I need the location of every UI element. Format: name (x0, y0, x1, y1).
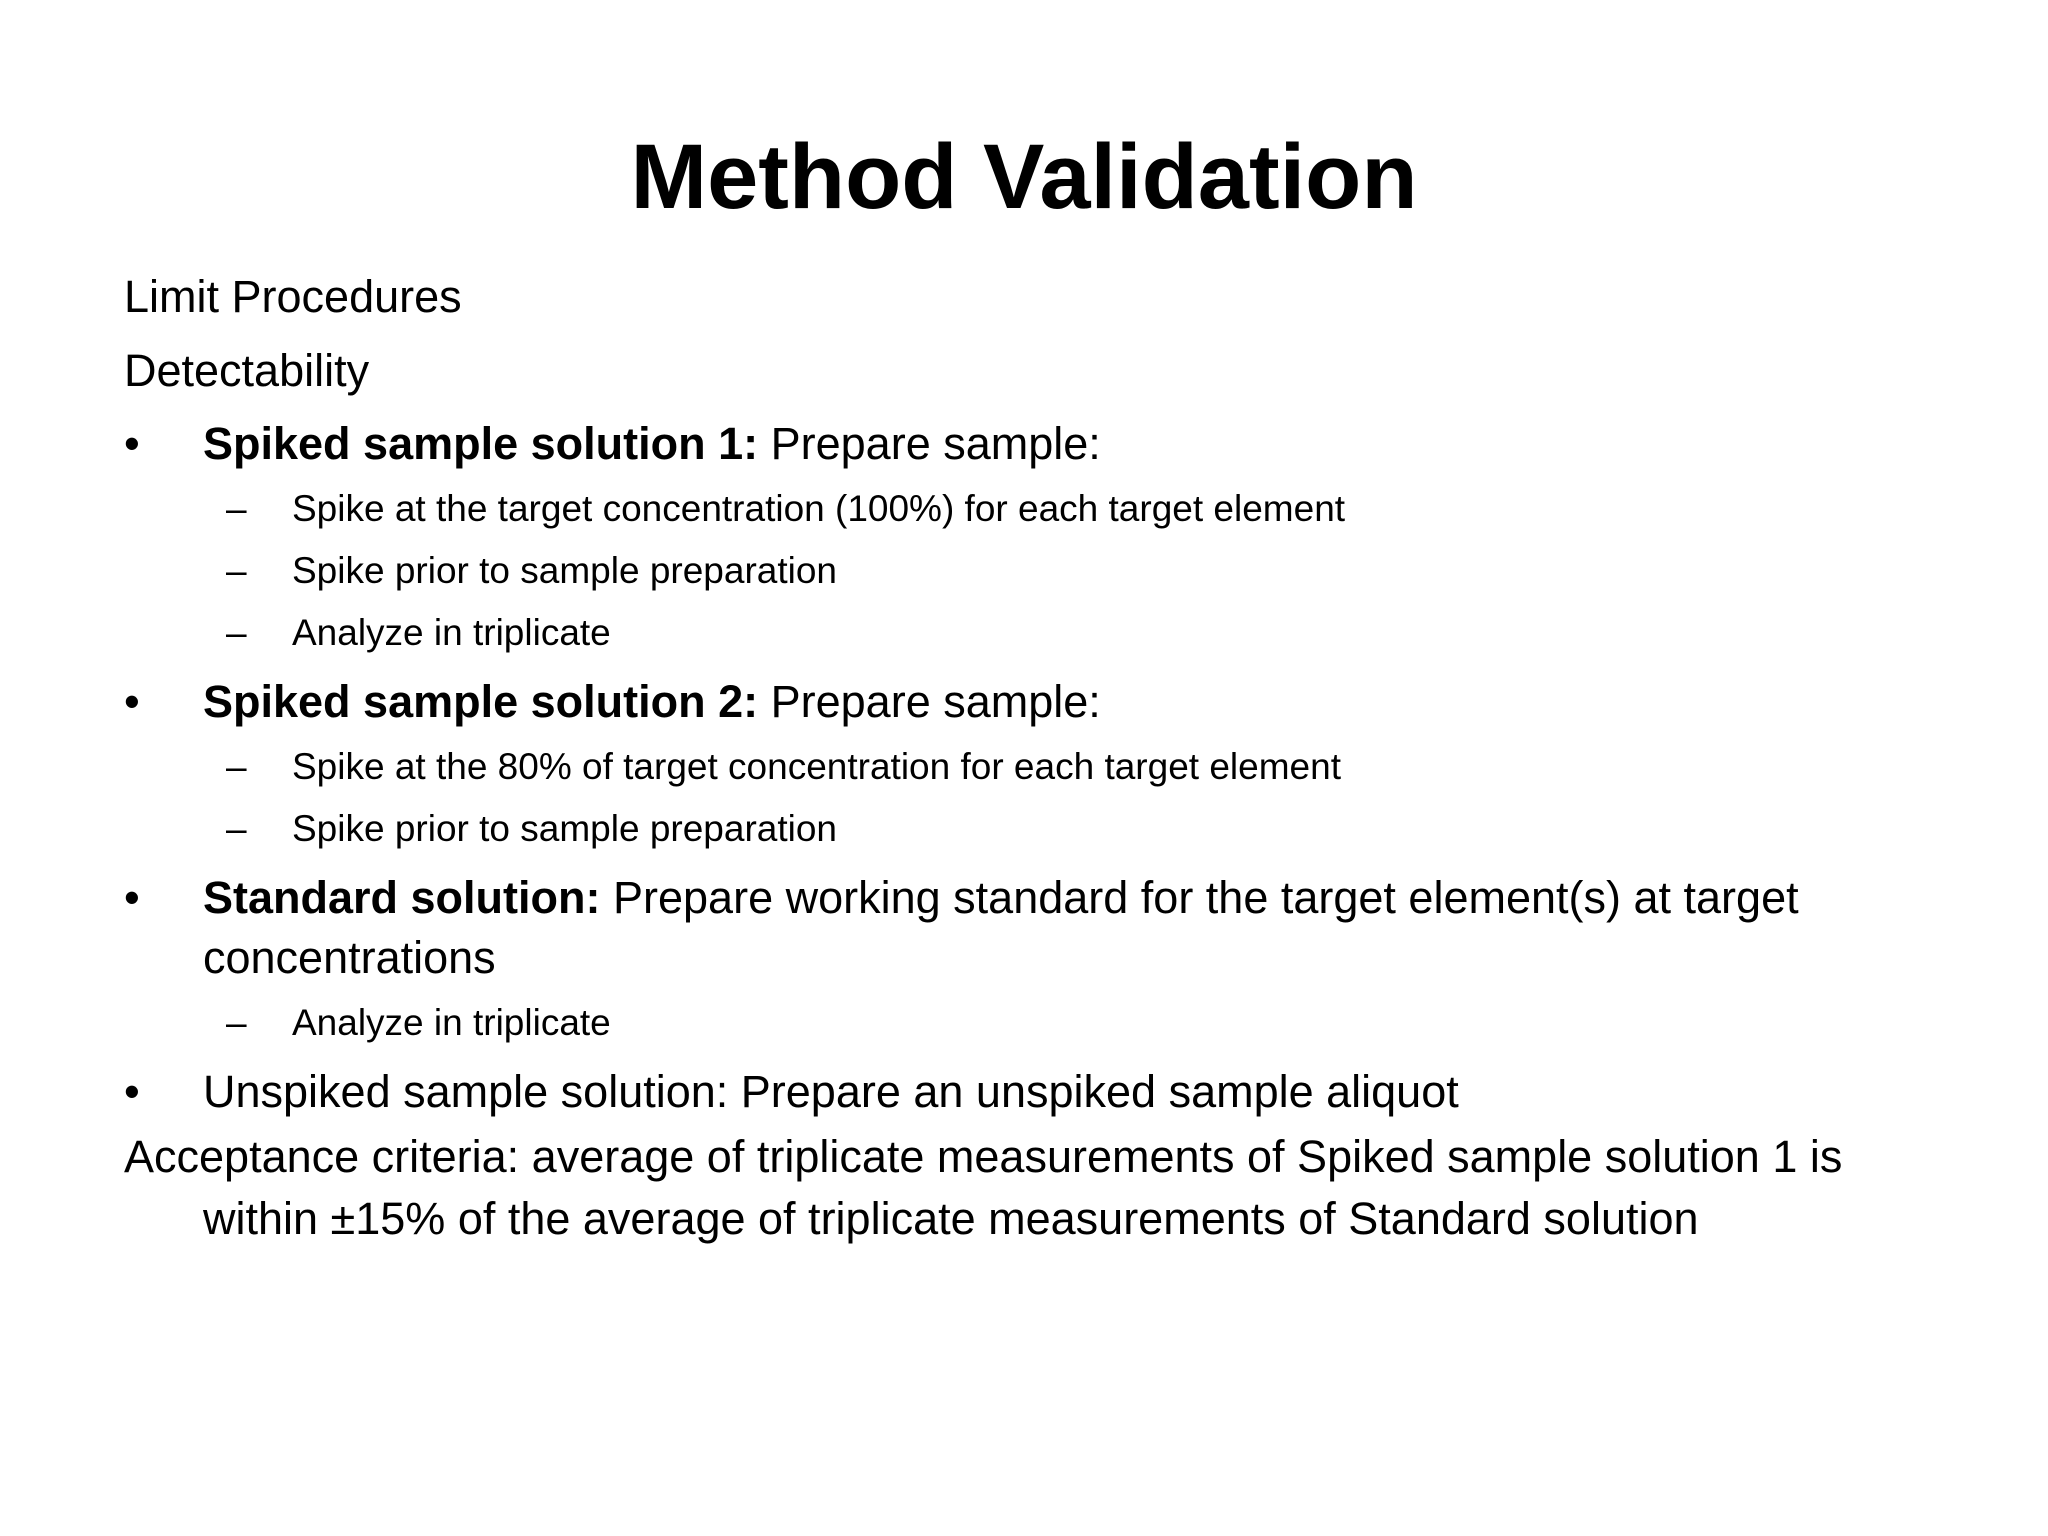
bullet-icon: • (124, 676, 140, 727)
dash-icon: – (226, 550, 247, 591)
bullet-label: Spiked sample solution 1: (203, 418, 759, 469)
bullet-label: Spiked sample solution 2: (203, 676, 759, 727)
sub-list (124, 992, 1964, 1054)
acceptance-criteria: Acceptance criteria: average of triplicate measurements of Spiked sample solution 1 is within ±15% of the average of triplicate measurements of Standard solution (124, 1131, 1843, 1244)
dash-icon: – (226, 808, 247, 849)
bullet-text: Prepare sample: (758, 676, 1101, 727)
dash-icon: – (226, 488, 247, 529)
dash-icon: – (226, 1002, 247, 1043)
sub-list (124, 478, 1964, 664)
sub-item-text: Spike prior to sample preparation (292, 550, 838, 591)
bullet-label: Standard solution: (203, 872, 601, 923)
sub-item-text: Spike at the target concentration (100%) for each target element (292, 488, 1346, 529)
sub-item-text: Analyze in triplicate (292, 612, 611, 653)
heading-limit-procedures: Limit Procedures (124, 271, 462, 322)
sub-item (124, 992, 1964, 1054)
sub-list (124, 736, 1964, 860)
sub-item (124, 602, 1964, 664)
bullet-standard-solution (124, 868, 1964, 988)
slide-title: Method Validation (630, 126, 1418, 228)
bullet-icon: • (124, 418, 140, 469)
sub-item (124, 540, 1964, 602)
bullet-unspiked-sample (124, 1062, 1964, 1122)
sub-item-text: Analyze in triplicate (292, 1002, 611, 1043)
bullet-text: Unspiked sample solution: Prepare an unspiked sample aliquot (203, 1066, 1459, 1117)
bullet-spiked-sample-1 (124, 414, 1964, 474)
sub-item (124, 736, 1964, 798)
bullet-icon: • (124, 872, 140, 923)
sub-item (124, 798, 1964, 860)
bullet-spiked-sample-2 (124, 672, 1964, 732)
bullet-text: Prepare sample: (758, 418, 1101, 469)
dash-icon: – (226, 746, 247, 787)
sub-item-text: Spike at the 80% of target concentration for each target element (292, 746, 1341, 787)
heading-detectability: Detectability (124, 345, 370, 396)
bullet-text: Prepare working standard for the target element(s) at target concentrations (203, 872, 1799, 983)
slide-content (124, 266, 1964, 1250)
dash-icon: – (226, 612, 247, 653)
sub-item-text: Spike prior to sample preparation (292, 808, 838, 849)
bullet-icon: • (124, 1066, 140, 1117)
sub-item (124, 478, 1964, 540)
